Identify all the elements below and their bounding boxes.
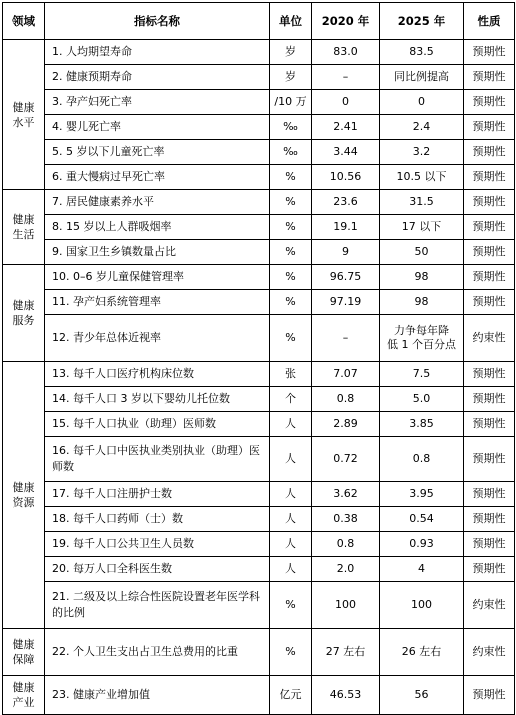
value-2025-cell: 17 以下 (380, 215, 464, 240)
table-row (3, 190, 515, 215)
table-row (3, 412, 515, 437)
domain-cell: 健康 水平 (3, 40, 45, 190)
indicator-name-cell: 16. 每千人口中医执业类别执业（助理）医师数 (45, 437, 270, 482)
nature-cell: 预期性 (464, 362, 515, 387)
unit-cell: 人 (270, 532, 312, 557)
indicator-name-cell: 1. 人均期望寿命 (45, 40, 270, 65)
nature-cell: 预期性 (464, 215, 515, 240)
indicator-name-cell: 17. 每千人口注册护士数 (45, 482, 270, 507)
nature-cell: 预期性 (464, 532, 515, 557)
value-2025-cell: 0.93 (380, 532, 464, 557)
table-row (3, 676, 515, 715)
table-row (3, 40, 515, 65)
unit-cell: 张 (270, 362, 312, 387)
table-row (3, 629, 515, 676)
table-row (3, 362, 515, 387)
unit-cell: /10 万 (270, 90, 312, 115)
header-nature: 性质 (464, 3, 515, 40)
value-2025-cell: 10.5 以下 (380, 165, 464, 190)
nature-cell: 预期性 (464, 557, 515, 582)
value-2020-cell: 3.44 (312, 140, 380, 165)
value-2025-cell: 4 (380, 557, 464, 582)
value-2025-cell: 0.54 (380, 507, 464, 532)
value-2025-cell: 26 左右 (380, 629, 464, 676)
indicator-name-cell: 23. 健康产业增加值 (45, 676, 270, 715)
value-2025-cell: 0 (380, 90, 464, 115)
table-row (3, 290, 515, 315)
unit-cell: 亿元 (270, 676, 312, 715)
value-2020-cell: – (312, 65, 380, 90)
table-row (3, 265, 515, 290)
indicator-name-cell: 9. 国家卫生乡镇数量占比 (45, 240, 270, 265)
value-2025-cell: 3.2 (380, 140, 464, 165)
table-row (3, 532, 515, 557)
indicator-name-cell: 7. 居民健康素养水平 (45, 190, 270, 215)
value-2020-cell: 0.38 (312, 507, 380, 532)
unit-cell: % (270, 190, 312, 215)
indicator-name-cell: 10. 0–6 岁儿童保健管理率 (45, 265, 270, 290)
header-indicator: 指标名称 (45, 3, 270, 40)
table-body (3, 40, 515, 715)
nature-cell: 预期性 (464, 240, 515, 265)
table-row (3, 215, 515, 240)
nature-cell: 预期性 (464, 387, 515, 412)
nature-cell: 预期性 (464, 65, 515, 90)
value-2025-cell: 0.8 (380, 437, 464, 482)
value-2025-cell: 7.5 (380, 362, 464, 387)
table-row (3, 240, 515, 265)
table-row (3, 557, 515, 582)
value-2025-cell: 3.85 (380, 412, 464, 437)
nature-cell: 约束性 (464, 582, 515, 629)
indicator-name-cell: 11. 孕产妇系统管理率 (45, 290, 270, 315)
table-row (3, 115, 515, 140)
value-2025-cell: 100 (380, 582, 464, 629)
value-2025-cell: 50 (380, 240, 464, 265)
value-2025-cell: 83.5 (380, 40, 464, 65)
value-2020-cell: 19.1 (312, 215, 380, 240)
nature-cell: 预期性 (464, 40, 515, 65)
value-2025-cell: 3.95 (380, 482, 464, 507)
header-row (3, 3, 515, 40)
value-2020-cell: 2.41 (312, 115, 380, 140)
indicator-name-cell: 21. 二级及以上综合性医院设置老年医学科的比例 (45, 582, 270, 629)
value-2020-cell: 27 左右 (312, 629, 380, 676)
nature-cell: 预期性 (464, 115, 515, 140)
value-2020-cell: 97.19 (312, 290, 380, 315)
nature-cell: 预期性 (464, 676, 515, 715)
unit-cell: 岁 (270, 40, 312, 65)
indicator-name-cell: 14. 每千人口 3 岁以下婴幼儿托位数 (45, 387, 270, 412)
unit-cell: % (270, 265, 312, 290)
value-2020-cell: 2.0 (312, 557, 380, 582)
value-2020-cell: 10.56 (312, 165, 380, 190)
unit-cell: 人 (270, 557, 312, 582)
domain-cell: 健康 服务 (3, 265, 45, 362)
nature-cell: 预期性 (464, 507, 515, 532)
unit-cell: % (270, 629, 312, 676)
value-2020-cell: 7.07 (312, 362, 380, 387)
unit-cell: % (270, 215, 312, 240)
header-domain: 领域 (3, 3, 45, 40)
value-2020-cell: 0.72 (312, 437, 380, 482)
nature-cell: 约束性 (464, 629, 515, 676)
unit-cell: 个 (270, 387, 312, 412)
table-row (3, 315, 515, 362)
unit-cell: 人 (270, 507, 312, 532)
unit-cell: % (270, 290, 312, 315)
value-2025-cell: 56 (380, 676, 464, 715)
table-row (3, 482, 515, 507)
value-2020-cell: 46.53 (312, 676, 380, 715)
value-2020-cell: 2.89 (312, 412, 380, 437)
domain-cell: 健康 保障 (3, 629, 45, 676)
value-2020-cell: 100 (312, 582, 380, 629)
table-row (3, 582, 515, 629)
domain-cell: 健康 资源 (3, 362, 45, 629)
nature-cell: 预期性 (464, 140, 515, 165)
value-2025-cell: 力争每年降 低 1 个百分点 (380, 315, 464, 362)
value-2020-cell: 3.62 (312, 482, 380, 507)
indicator-name-cell: 2. 健康预期寿命 (45, 65, 270, 90)
unit-cell: % (270, 582, 312, 629)
table-row (3, 437, 515, 482)
indicator-name-cell: 6. 重大慢病过早死亡率 (45, 165, 270, 190)
value-2020-cell: 0.8 (312, 532, 380, 557)
unit-cell: % (270, 240, 312, 265)
indicator-name-cell: 12. 青少年总体近视率 (45, 315, 270, 362)
value-2025-cell: 2.4 (380, 115, 464, 140)
table-row (3, 165, 515, 190)
indicator-name-cell: 20. 每万人口全科医生数 (45, 557, 270, 582)
indicator-name-cell: 15. 每千人口执业（助理）医师数 (45, 412, 270, 437)
nature-cell: 预期性 (464, 165, 515, 190)
unit-cell: ‰ (270, 140, 312, 165)
indicator-name-cell: 19. 每千人口公共卫生人员数 (45, 532, 270, 557)
nature-cell: 约束性 (464, 315, 515, 362)
unit-cell: 人 (270, 412, 312, 437)
nature-cell: 预期性 (464, 412, 515, 437)
value-2020-cell: – (312, 315, 380, 362)
unit-cell: % (270, 315, 312, 362)
indicator-name-cell: 8. 15 岁以上人群吸烟率 (45, 215, 270, 240)
table-row (3, 65, 515, 90)
indicator-name-cell: 3. 孕产妇死亡率 (45, 90, 270, 115)
value-2020-cell: 0 (312, 90, 380, 115)
unit-cell: 岁 (270, 65, 312, 90)
table-row (3, 140, 515, 165)
nature-cell: 预期性 (464, 437, 515, 482)
value-2025-cell: 5.0 (380, 387, 464, 412)
header-2025: 2025 年 (380, 3, 464, 40)
unit-cell: ‰ (270, 115, 312, 140)
value-2025-cell: 同比例提高 (380, 65, 464, 90)
nature-cell: 预期性 (464, 90, 515, 115)
nature-cell: 预期性 (464, 190, 515, 215)
indicator-name-cell: 22. 个人卫生支出占卫生总费用的比重 (45, 629, 270, 676)
indicator-name-cell: 5. 5 岁以下儿童死亡率 (45, 140, 270, 165)
value-2020-cell: 0.8 (312, 387, 380, 412)
indicator-name-cell: 18. 每千人口药师（士）数 (45, 507, 270, 532)
domain-cell: 健康 产业 (3, 676, 45, 715)
value-2025-cell: 31.5 (380, 190, 464, 215)
unit-cell: 人 (270, 482, 312, 507)
value-2020-cell: 23.6 (312, 190, 380, 215)
nature-cell: 预期性 (464, 482, 515, 507)
value-2020-cell: 83.0 (312, 40, 380, 65)
value-2020-cell: 9 (312, 240, 380, 265)
indicator-name-cell: 13. 每千人口医疗机构床位数 (45, 362, 270, 387)
nature-cell: 预期性 (464, 290, 515, 315)
value-2025-cell: 98 (380, 265, 464, 290)
indicator-name-cell: 4. 婴儿死亡率 (45, 115, 270, 140)
header-unit: 单位 (270, 3, 312, 40)
header-2020: 2020 年 (312, 3, 380, 40)
table-row (3, 90, 515, 115)
value-2020-cell: 96.75 (312, 265, 380, 290)
table-row (3, 507, 515, 532)
unit-cell: 人 (270, 437, 312, 482)
domain-cell: 健康 生活 (3, 190, 45, 265)
nature-cell: 预期性 (464, 265, 515, 290)
indicator-table (2, 2, 515, 715)
table-row (3, 387, 515, 412)
value-2025-cell: 98 (380, 290, 464, 315)
unit-cell: % (270, 165, 312, 190)
